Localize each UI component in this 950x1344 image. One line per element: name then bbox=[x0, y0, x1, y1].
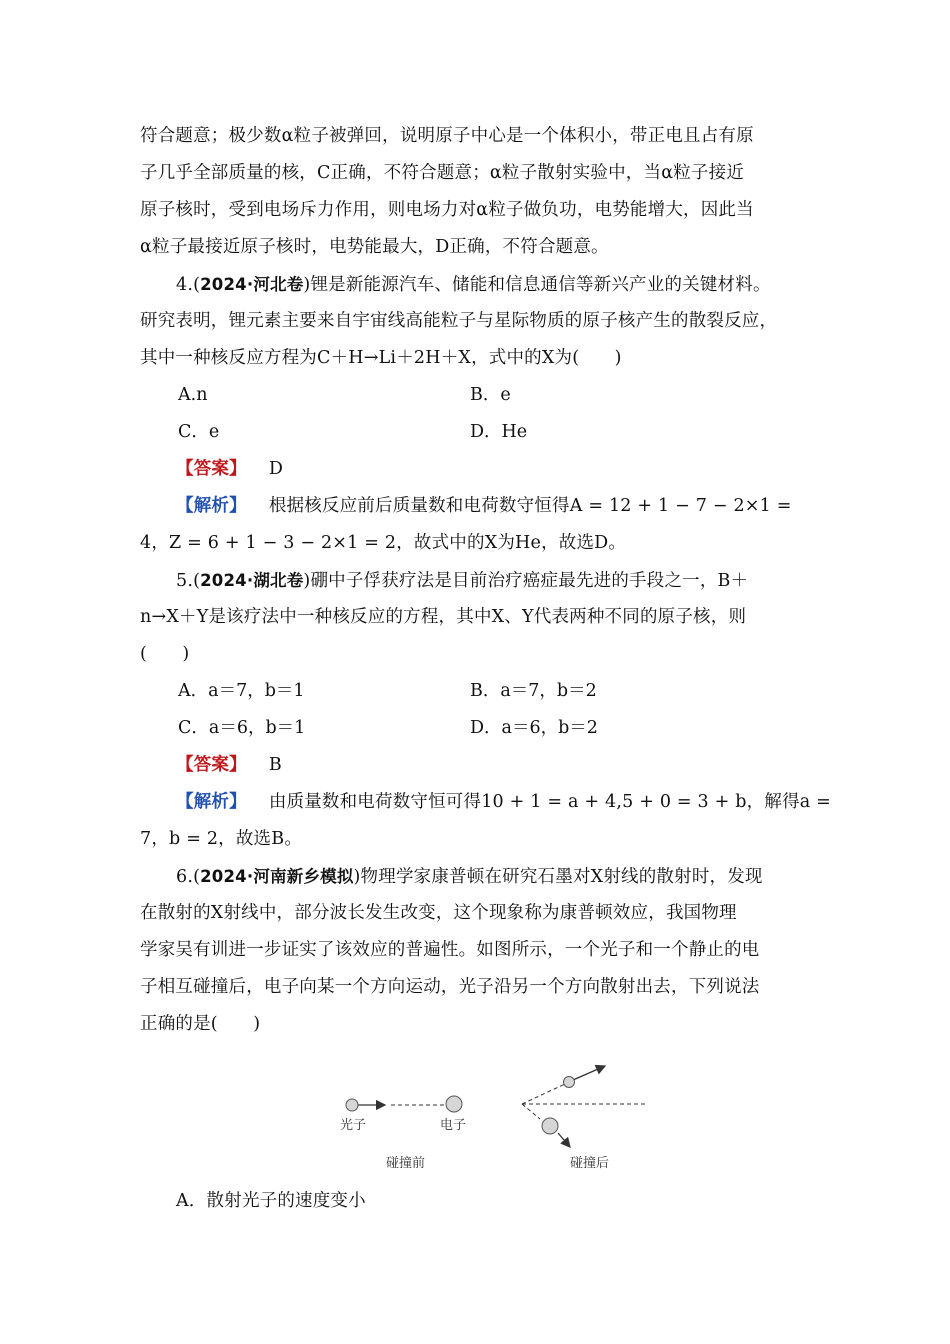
option-c: C．a＝6，b＝1 bbox=[178, 718, 306, 738]
text-line: 原子核时，受到电场斥力作用，则电场力对α粒子做负功，电势能增大，因此当 bbox=[140, 200, 754, 220]
question-source: 2024·湖北卷 bbox=[200, 571, 304, 590]
question-number: 4.( bbox=[176, 275, 201, 295]
answer-line bbox=[140, 747, 812, 784]
question-text: )锂是新能源汽车、储能和信息通信等新兴产业的关键材料。 bbox=[303, 275, 771, 295]
options-row bbox=[140, 673, 812, 710]
scattered-photon-circle bbox=[564, 1077, 575, 1088]
options-row bbox=[140, 710, 812, 747]
analysis-line bbox=[140, 488, 812, 525]
question-stem bbox=[140, 858, 812, 895]
question-6 bbox=[140, 858, 812, 1220]
photon-circle bbox=[346, 1099, 358, 1111]
option-b: B．a＝7，b＝2 bbox=[470, 681, 597, 701]
options-row bbox=[140, 377, 812, 414]
analysis-text: 根据核反应前后质量数和电荷数守恒得 bbox=[268, 496, 570, 516]
answer-value: D bbox=[268, 459, 284, 479]
analysis-tag: 【解析】 bbox=[176, 496, 247, 516]
compton-diagram bbox=[140, 1047, 812, 1175]
compton-figure bbox=[140, 1047, 812, 1175]
analysis-line bbox=[140, 784, 832, 821]
option-d: D．a＝6，b＝2 bbox=[470, 718, 598, 738]
after-collision bbox=[522, 1066, 645, 1171]
question-text: 研究表明，锂元素主要来自宇宙线高能粒子与星际物质的原子核产生的散裂反应， bbox=[140, 311, 778, 331]
question-number: 5.( bbox=[176, 571, 201, 591]
text-line: 符合题意；极少数α粒子被弹回，说明原子中心是一个体积小，带正电且占有原 bbox=[140, 126, 754, 146]
scattered-photon-path bbox=[522, 1084, 565, 1104]
analysis-equation: A = 12 + 1 − 7 − 2×1 = bbox=[569, 496, 792, 516]
question-text: 其中一种核反应方程为C＋H→Li＋2H＋X，式中的X为( ) bbox=[140, 348, 622, 368]
option-c: C．e bbox=[178, 422, 220, 442]
before-label: 碰撞前 bbox=[386, 1156, 426, 1171]
question-stem bbox=[140, 266, 812, 303]
option-a: A．a＝7，b＝1 bbox=[178, 681, 305, 701]
question-text: ( ) bbox=[140, 644, 190, 664]
before-collision bbox=[340, 1096, 466, 1171]
option-d: D．He bbox=[470, 422, 528, 442]
analysis-text: 由质量数和电荷数守恒可得10 + 1 = a + 4,5 + 0 = 3 + b，解得a = bbox=[268, 792, 832, 812]
question-text: 正确的是( ) bbox=[140, 1014, 261, 1034]
question-text: 子相互碰撞后，电子向某一个方向运动，光子沿另一个方向散射出去，下列说法 bbox=[140, 977, 760, 997]
scattered-photon-arrow bbox=[573, 1066, 605, 1080]
question-text: 在散射的X射线中，部分波长发生改变，这个现象称为康普顿效应，我国物理 bbox=[140, 903, 737, 923]
recoil-electron-circle bbox=[542, 1118, 558, 1134]
after-label: 碰撞后 bbox=[570, 1156, 610, 1171]
answer-tag: 【答案】 bbox=[176, 459, 247, 479]
analysis-text: 7，b = 2，故选B。 bbox=[140, 829, 303, 849]
text-line: α粒子最接近原子核时，电势能最大，D正确，不符合题意。 bbox=[140, 237, 609, 257]
analysis-text: 4，Z = 6 + 1 − 3 − 2×1 = 2，故式中的X为He，故选D。 bbox=[140, 533, 627, 553]
options-row bbox=[140, 414, 812, 451]
recoil-electron-arrow bbox=[558, 1133, 570, 1147]
question-stem bbox=[140, 562, 812, 599]
answer-value: B bbox=[268, 755, 282, 775]
text-line: 子几乎全部质量的核，C正确，不符合题意；α粒子散射实验中，当α粒子接近 bbox=[140, 163, 745, 183]
question-source: 2024·河北卷 bbox=[200, 275, 304, 294]
option-b: B．e bbox=[470, 385, 511, 405]
question-5 bbox=[140, 562, 832, 858]
recoil-electron-path bbox=[522, 1104, 540, 1119]
carryover-analysis bbox=[140, 118, 812, 266]
answer-line bbox=[140, 451, 812, 488]
question-number: 6.( bbox=[176, 867, 201, 887]
question-text: )硼中子俘获疗法是目前治疗癌症最先进的手段之一，B＋ bbox=[303, 571, 749, 591]
question-text: )物理学家康普顿在研究石墨对X射线的散射时，发现 bbox=[353, 867, 763, 887]
question-text: n→X＋Y是该疗法中一种核反应的方程，其中X、Y代表两种不同的原子核，则 bbox=[140, 607, 747, 627]
option-a: A．散射光子的速度变小 bbox=[176, 1191, 366, 1211]
question-source: 2024·河南新乡模拟 bbox=[200, 867, 354, 886]
analysis-tag: 【解析】 bbox=[176, 792, 247, 812]
question-4 bbox=[140, 266, 812, 562]
photon-label: 光子 bbox=[340, 1118, 367, 1133]
option-a: A.n bbox=[178, 385, 208, 405]
electron-label: 电子 bbox=[440, 1118, 467, 1133]
document-body bbox=[140, 118, 832, 1220]
electron-circle bbox=[446, 1096, 462, 1112]
question-text: 学家吴有训进一步证实了该效应的普遍性。如图所示，一个光子和一个静止的电 bbox=[140, 940, 760, 960]
answer-tag: 【答案】 bbox=[176, 755, 247, 775]
